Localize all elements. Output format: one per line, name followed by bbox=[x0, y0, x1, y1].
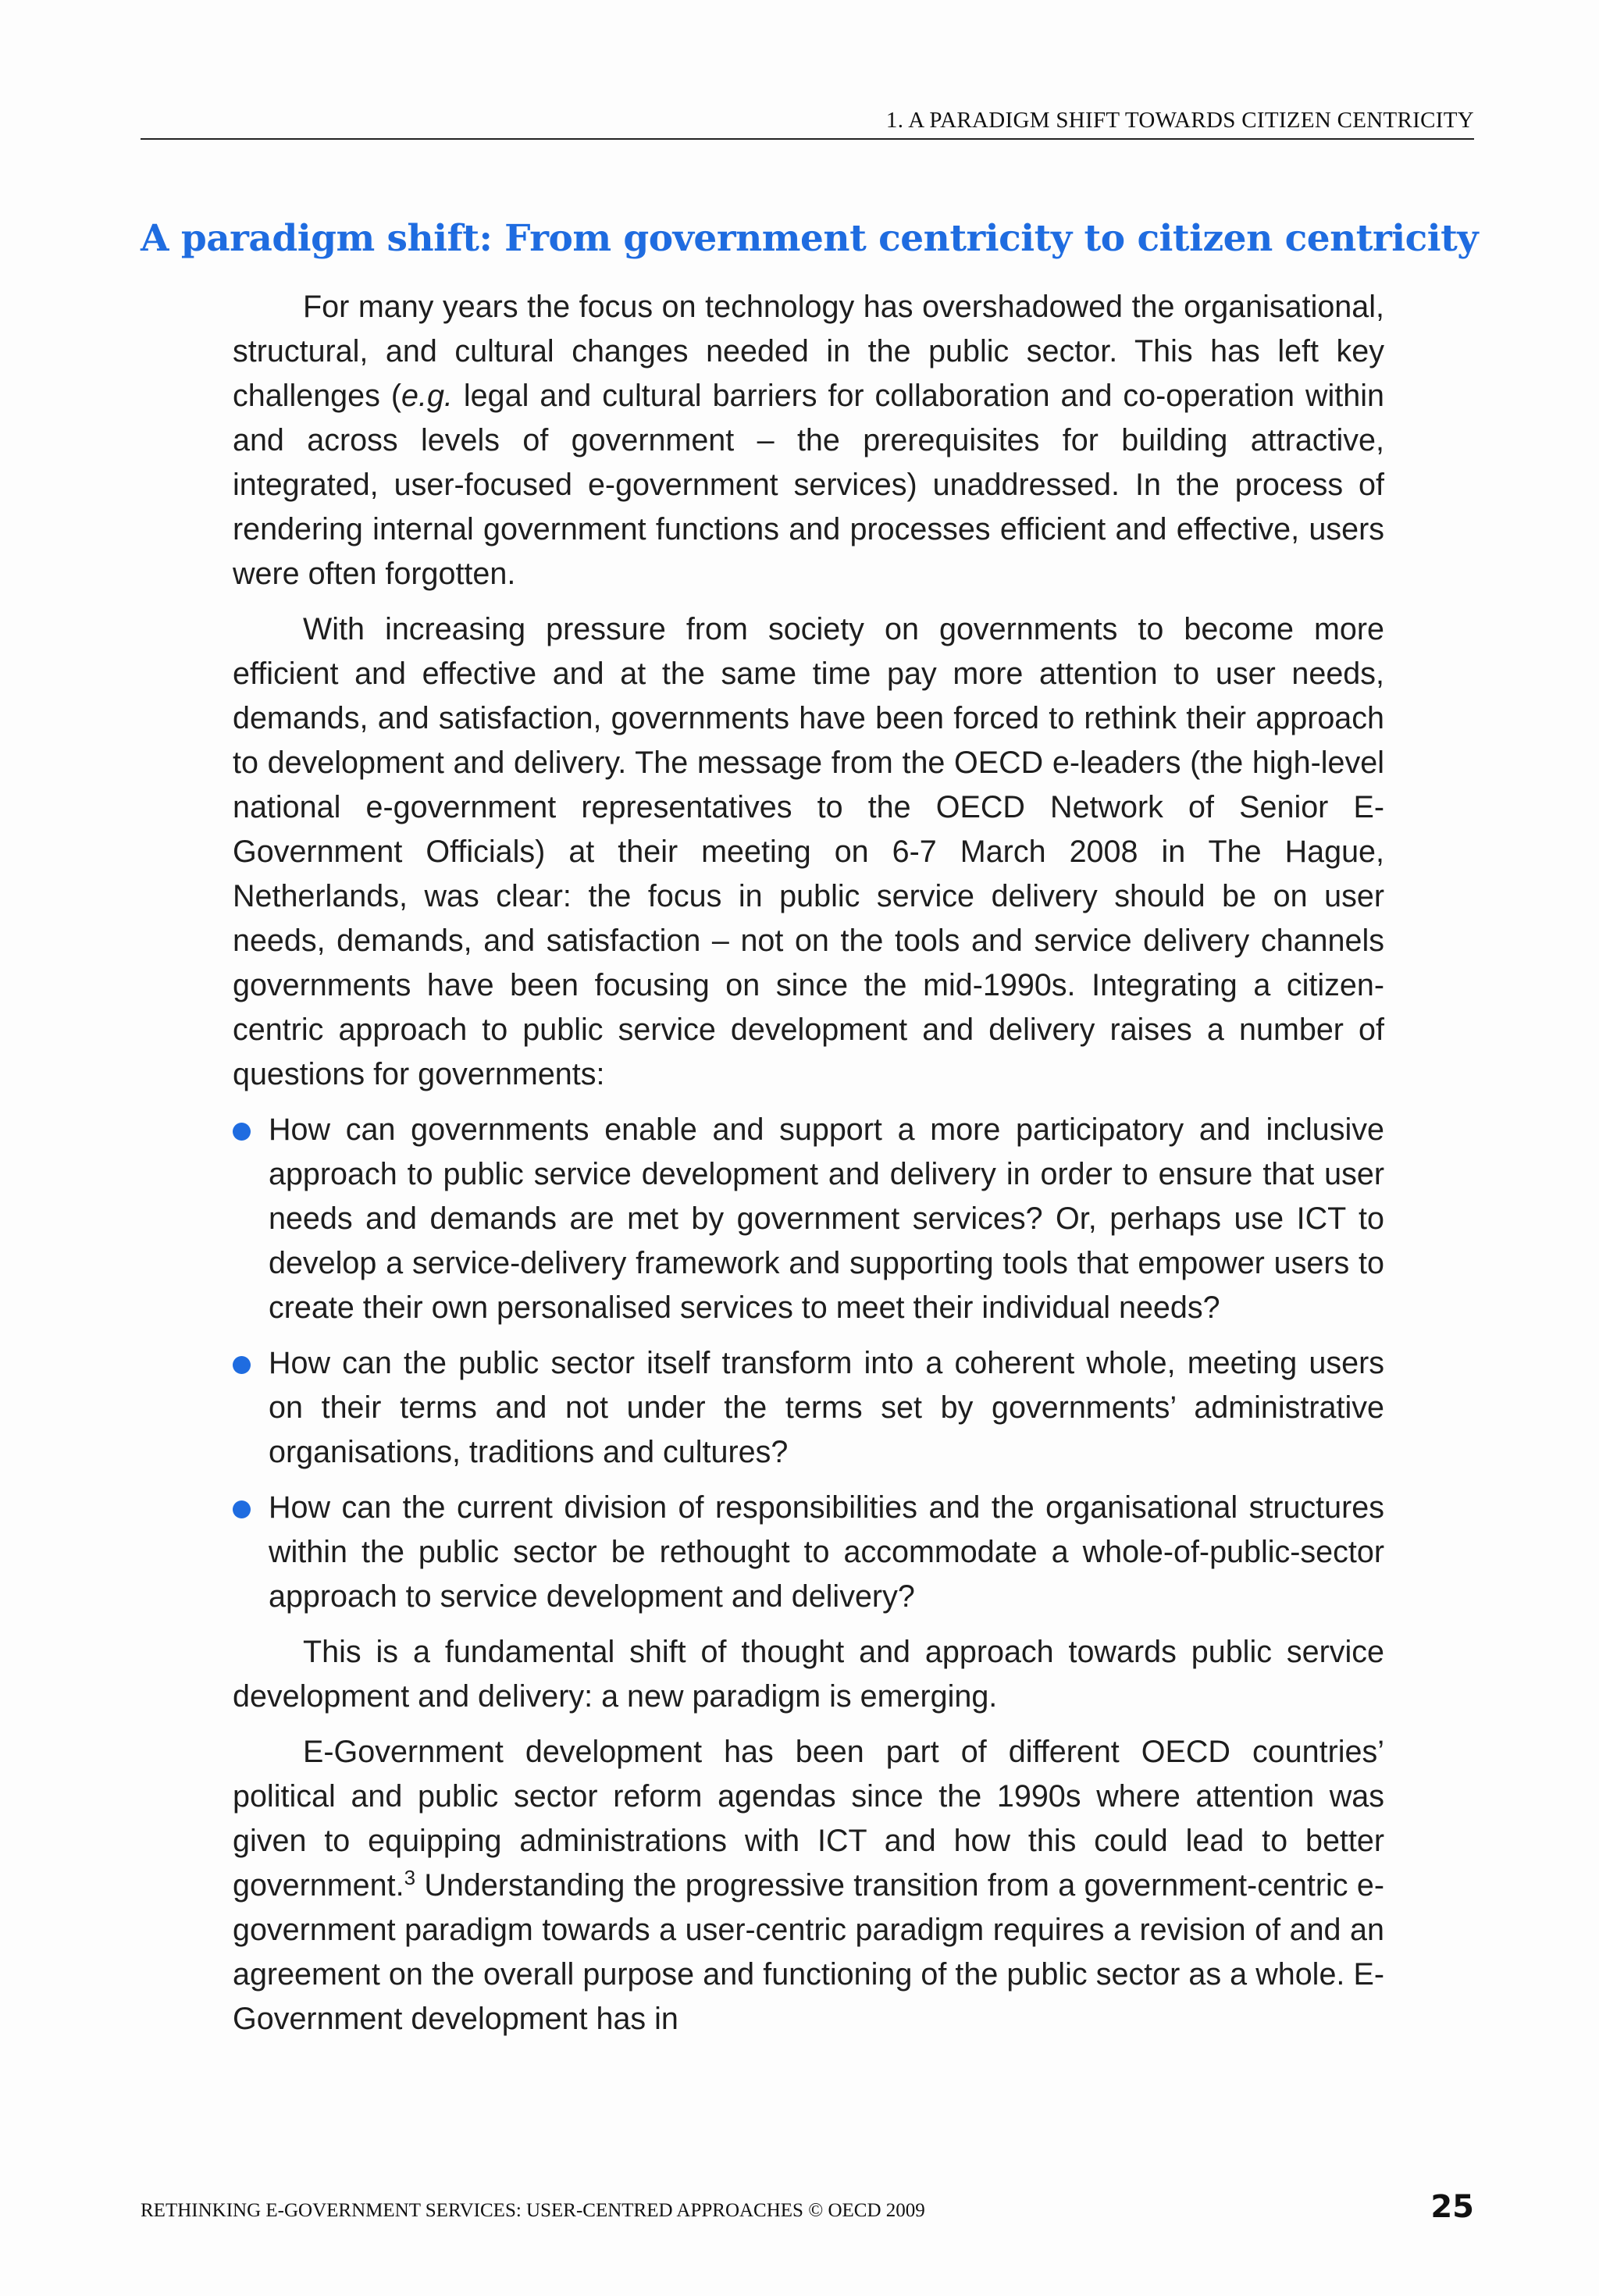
paragraph-2: With increasing pressure from society on governments to become more efficient and effective and at the same time pay more attention to user needs, demands, and satisfaction, governments have been forced to rethink their approach to development and delivery. The message from the OECD e-leaders (the high-level national e-government representatives to the OECD Network of Senior E-Government Officials) at their meeting on 6-7 March 2008 in The Hague, Netherlands, was clear: the focus in public service delivery should be on user needs, demands, and satisfaction – not on the tools and service delivery channels governments have been focusing on since the mid-1990s. Integrating a citizen-centric approach to public service development and delivery raises a number of questions for governments: bbox=[233, 612, 1384, 1091]
bullet-dot-icon bbox=[233, 1500, 251, 1518]
paragraph-4 bbox=[233, 1730, 1384, 2041]
header-rule bbox=[141, 138, 1474, 140]
body-text bbox=[233, 285, 1384, 2052]
running-header: 1. A PARADIGM SHIFT TOWARDS CITIZEN CENTRICITY bbox=[885, 108, 1474, 133]
list-item-text: How can the current division of responsibilities and the organisational structures within the public sector be rethought to accommodate a whole-of-public-sector approach to service development and delivery? bbox=[269, 1490, 1384, 1614]
list-item-text: How can governments enable and support a more participatory and inclusive approach to public service development and delivery in order to ensure that user needs and demands are met by government services? Or, perhaps use ICT to develop a service-delivery framework and supporting tools that empower users to create their own personalised services to meet their individual needs? bbox=[269, 1112, 1384, 1325]
bullet-list bbox=[233, 1108, 1384, 1619]
paragraph-4-part-a: E-Government development has been part of different OECD countries’ political and public sector reform agendas since the 1990s where attention was given to equipping administrations with ICT and how this could lead to better government. bbox=[233, 1735, 1384, 1903]
section-heading: A paradigm shift: From government centricity to citizen centricity bbox=[141, 217, 1479, 260]
paragraph-3: This is a fundamental shift of thought and approach towards public service development and delivery: a new paradigm is emerging. bbox=[233, 1635, 1384, 1714]
footnote-reference[interactable]: 3 bbox=[404, 1865, 416, 1889]
paragraph-1-italic: e.g. bbox=[401, 379, 453, 413]
paragraph-1-part-a: For many years the focus on technology has overshadowed the organisational, structural, and cultural changes needed in the public sector. This has left key challenges ( bbox=[233, 290, 1384, 413]
paragraph-1 bbox=[233, 285, 1384, 596]
footer-publication: RETHINKING E-GOVERNMENT SERVICES: USER-CENTRED APPROACHES © OECD 2009 bbox=[141, 2200, 925, 2221]
bullet-dot-icon bbox=[233, 1356, 251, 1374]
list-item bbox=[233, 1341, 1384, 1475]
list-item-text: How can the public sector itself transform into a coherent whole, meeting users on their terms and not under the terms set by governments’ administrative organisations, traditions and cultures? bbox=[269, 1346, 1384, 1469]
page-number: 25 bbox=[1430, 2189, 1474, 2225]
paragraph-4-part-b: Understanding the progressive transition from a government-centric e-government paradigm towards a user-centric paradigm requires a revision of and an agreement on the overall purpose and functioning of the public sector as a whole. E-Government development has in bbox=[233, 1868, 1384, 2036]
paragraph-1-part-b: legal and cultural barriers for collaboration and co-operation within and across levels of government – the prerequisites for building attractive, integrated, user-focused e-government services) unaddressed. In the process of rendering internal government functions and processes efficient and effective, users were often forgotten. bbox=[233, 379, 1384, 591]
list-item bbox=[233, 1486, 1384, 1619]
list-item bbox=[233, 1108, 1384, 1330]
bullet-dot-icon bbox=[233, 1123, 251, 1141]
